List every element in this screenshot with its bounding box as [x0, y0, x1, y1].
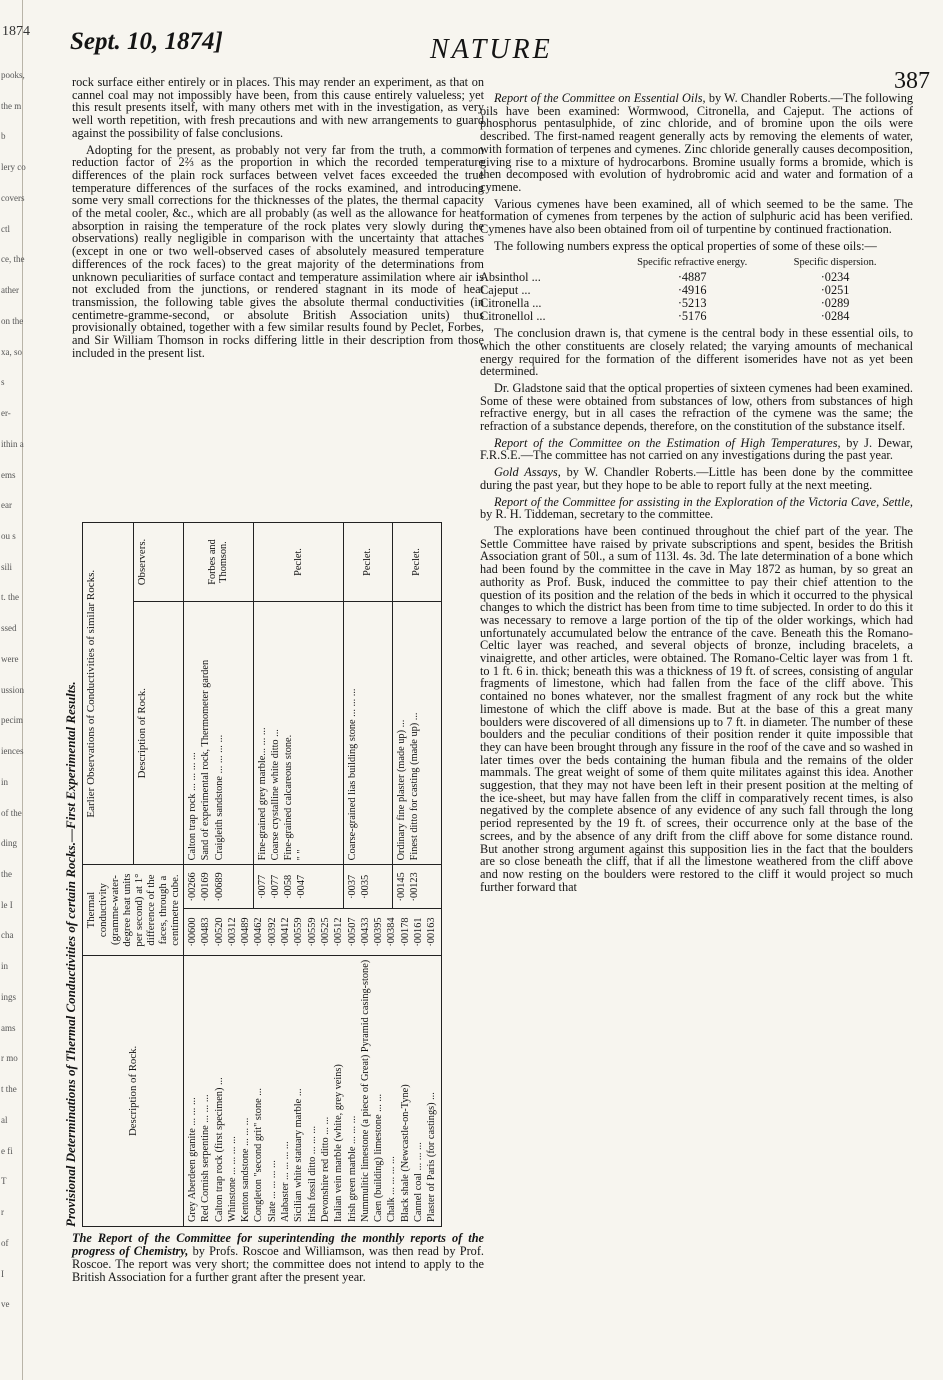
rock-conductivity-table: [82, 522, 442, 1227]
rock-conductivity-table-container: [60, 522, 474, 1227]
oil-name: Cajeput ...: [480, 283, 531, 298]
gutter-fragment: lery co: [1, 162, 26, 173]
rock-name: Sicilian white statuary marble ...: [293, 1088, 305, 1222]
paragraph: The following numbers express the optical properties of some of these oils:—: [494, 238, 877, 253]
gutter-fragment: covers: [1, 192, 25, 203]
optical-row: [480, 310, 913, 323]
dispersion: ·0289: [820, 296, 850, 311]
rock-name: Calton trap rock (first specimen) ...: [213, 1077, 225, 1222]
earlier-description-cell: [184, 602, 254, 865]
earlier-value: ·00689: [213, 872, 225, 902]
gutter-fragment: pecim: [1, 715, 23, 726]
rock-name: Irish green marble ... ... ...: [346, 1115, 358, 1222]
earlier-description: " ": [296, 849, 308, 861]
essential-oils-text: by W. Chandler Roberts.—The following oils have been examined: Wormwood, Citronella, and Cajeput. The actions of phosphorus pentasulphide, of zinc chloride, and of bromine upon the oils were described. The first-named reagent generally acts by removing the elements of water, with formation of terpenes and cymenes. Zinc chloride generally causes decomposition, giving rise to a mixture of hydrocarbons. Bromine usually forms a bromide, which is then decomposed with evolution of hydrobromic acid and water and formation of a cymene.: [480, 91, 913, 194]
gutter-fragment: ithin a: [1, 438, 24, 449]
earlier-value: ·00145: [395, 872, 407, 902]
paragraph: Various cymenes have been examined, all of which seemed to be the same. The formation of cymenes from terpenes by the action of sulphuric acid has been verified. Cymenes have also been obtained from oil of turpentine by continued fractionation.: [480, 196, 913, 237]
earlier-values-cell: [392, 865, 441, 909]
gutter-fragment: ve: [1, 1299, 10, 1310]
high-temperatures-title: Report of the Committee on the Estimation of High Temperatures,: [494, 435, 841, 450]
gutter-fragment: ear: [1, 500, 12, 511]
dispersion: ·0234: [820, 270, 850, 285]
victoria-cave-title: Report of the Committee for assisting in the Exploration of the Victoria Cave, Settle,: [494, 494, 913, 509]
paragraph: Adopting for the present, as probably not very far from the truth, a common reduction factor of 2⅔ as the proportion in which the recorded temperature differences of the plain rock surfaces between velvet faces exceeded the true temperature differences of the surfaces of the rocks examined, and introducing some very small corrections for the thicknesses of the plates, the thermal capacity of the metal cooler, &c., which are all probably (as well as the allowance for heat-absorption in raising the temperature of the rock plates very slowly during the observations) really negligible in comparison with the uncertainty that attaches (except in one or two well-observed cases of absolutely measured temperature differences of the rock faces) to the great majority of the determinations from unknown peculiarities of surface contact and temperature assimilation where air is not excluded from the junctions, or rendered stagnant in its mode of heat transmission, the following table gives the absolute thermal conductivities (in centimetre-gramme-second, or absolute British Association units) thus provisionally obtained, together with a few similar results found by Peclet, Forbes, and Sir William Thomson in rocks differing little in their description from those included in the present list.: [72, 142, 484, 360]
earlier-values-cell: [343, 865, 392, 909]
earlier-description: Ordinary fine plaster (made up) ...: [395, 719, 407, 861]
header-earlier-description: Description of Rock.: [133, 602, 184, 865]
gutter-fragment: the: [1, 869, 12, 880]
conductivity-value: ·00161: [413, 917, 425, 947]
gutter-fragment: ou s: [1, 530, 16, 541]
dispersion: ·0284: [820, 309, 850, 324]
oil-name: Citronellol ...: [480, 309, 546, 324]
conductivity-value: ·00525: [319, 917, 331, 947]
essential-oils-title: Report of the Committee on Essential Oils,: [494, 91, 706, 105]
right-column: [480, 92, 913, 897]
gutter-fragment: in: [1, 776, 9, 787]
earlier-description: Coarse crystalline white ditto ...: [269, 729, 281, 861]
gutter-fragment: on the: [1, 315, 24, 326]
rock-names-cell: [184, 955, 442, 1226]
gold-assays-text: by W. Chandler Roberts.—Little has been done by the committee during the past year, but they hope to be able to report fully at the next meeting.: [480, 465, 913, 492]
rock-name: Devonshire red ditto ... ...: [319, 1116, 331, 1222]
header-observers: Observers.: [133, 523, 184, 602]
gutter-fragment: of: [1, 1237, 9, 1248]
oil-name: Absinthol ...: [480, 270, 541, 285]
conductivity-value: ·00462: [253, 917, 265, 947]
earlier-description-cell: [253, 602, 343, 865]
earlier-description-cell: [343, 602, 392, 865]
victoria-cave-text: by R. H. Tiddeman, secretary to the committee.: [480, 507, 714, 522]
conductivity-value: ·00600: [187, 917, 198, 947]
earlier-values-cell: [184, 865, 254, 909]
earlier-description: Finest ditto for casting (made up) ...: [408, 712, 420, 861]
gutter-fragment: the m: [1, 100, 22, 111]
gutter-fragment: ams: [1, 1022, 16, 1033]
gutter-fragment: of the: [1, 807, 22, 818]
gutter-fragment: ather: [1, 285, 19, 296]
conductivity-value: ·00507: [346, 917, 358, 947]
gutter-fragment: T: [1, 1176, 7, 1187]
earlier-value: ·00266: [187, 872, 198, 902]
earlier-value: ·0058: [283, 874, 295, 899]
conductivity-value: ·00433: [359, 917, 371, 947]
left-column: [72, 76, 484, 363]
gold-assays-title: Gold Assays,: [494, 465, 561, 480]
observer-cell: Forbes and Thomson.: [184, 523, 254, 602]
conductivity-value: ·00520: [213, 917, 225, 947]
conductivity-value: ·00178: [399, 917, 411, 947]
conductivity-value: ·00412: [280, 917, 292, 947]
gutter-fragment: pooks,: [1, 70, 25, 80]
conductivity-value: ·00392: [266, 917, 278, 947]
conductivity-value: ·00489: [240, 917, 252, 947]
gutter-year-mark: 1874: [2, 24, 30, 39]
gutter-fragment: cha: [1, 930, 14, 941]
observer-cell: Peclet.: [343, 523, 392, 602]
gutter-fragment: ssed: [1, 623, 17, 634]
gutter-fragment: r: [1, 1207, 4, 1218]
oil-name: Citronella ...: [480, 296, 542, 311]
refractive-energy: ·5213: [677, 296, 707, 311]
journal-title: NATURE: [430, 34, 553, 65]
page-gutter: [0, 0, 30, 1380]
paragraph: The explorations have been continued throughout the chief part of the year. The Settle Committee have raised by private subscriptions and spent, besides the British Association grant of 50l., a sum of 113l. 4s. 3d. The late determination of a bone which had been found by the committee in the cave in May 1872 as human, by so great an authority as Prof. Busk, induced the committee to pay their chief attention to the question of its position and the relation of the beds in which it occurred to the physical changes to which the district has been from time to time subjected. In order to do this it was necessary to remove a large portion of the tip of the older workings, which had unfortunately accumulated below the entrance of the cave. Beneath this the Romano-Celtic layer was reached, and several objects of bronze, including bracelets, a vinaigrette, and other articles, were obtained. The Romano-Celtic layer was from 1 ft. to 1 ft. 6 in. thick; beneath this was a thickness of 19 ft. of screes, consisting of angular fragments of limestone, which had fallen from the face of the cliff above. This contained no bones whatever, nor the smallest fragment of any rock but the white limestone of which the cliff above is made. But at the base of this a great many boulders were discovered of all dimensions up to 7 ft. in diameter. The number of these boulders and the peculiar conditions of their position render it quite impossible that they can have been brought through any fissure in the roof of the cave and so washed in later times over the beds containing the human fibula and the remains of the older mammals. The great weight of some of them quite militates against this idea. Another suggestion, that they may not have been left in their present position at the melting of the ice-sheet, but may have fallen from the cliff in comparatively recent times, is also negatived by the complete absence of any evidence of any such fall through the long period represented by the 19 ft. of screes, their occurrence only at the base of the screes, and by the absence of any drift from the cliff above for some distance round. But another strong argument against this supposition lies in the fact that the boulders are so close beneath the cliff, that if all the limestone weathered from the cliff above and now resting on the boulders were restored to the cliff it would project so much further forward that: [480, 523, 913, 894]
refractive-energy: ·4916: [677, 283, 707, 298]
gutter-fragment: le I: [1, 899, 13, 910]
earlier-values-cell: [253, 865, 343, 909]
table-caption: Provisional Determinations of Thermal Conductivities of certain Rocks.—First Experimental Results.: [63, 681, 78, 1227]
gutter-fragment: were: [1, 653, 19, 664]
observer-cell: Peclet.: [392, 523, 441, 602]
chemistry-report-paragraph: [72, 1232, 484, 1284]
gutter-fragment: t. the: [1, 592, 19, 603]
conductivity-value: ·00384: [386, 917, 398, 947]
gutter-fragment: e fi: [1, 1145, 13, 1156]
gutter-fragment: ems: [1, 469, 16, 480]
gutter-fragment: ce, the: [1, 254, 25, 265]
earlier-value: ·0077: [256, 874, 268, 899]
conductivity-value: ·00559: [306, 917, 318, 947]
rock-name: Slate ... ... ... ...: [266, 1160, 278, 1222]
high-temperatures-text: by J. Dewar, F.R.S.E.—The committee has not carried on any investigations during the past year.: [480, 435, 913, 463]
earlier-value: ·00123: [408, 872, 420, 902]
header-dispersion: Specific dispersion.: [793, 257, 877, 269]
rock-name: Nummulitic limestone (a piece of Great) Pyramid casing-stone): [359, 959, 371, 1222]
rotated-table: [60, 522, 474, 1227]
rock-name: Plaster of Paris (for castings) ...: [426, 1092, 438, 1222]
rock-name: Grey Aberdeen granite ... ... ...: [187, 1097, 198, 1222]
gutter-fragment: er-: [1, 408, 11, 419]
rock-name: Chalk ... ... ... ...: [386, 1156, 398, 1222]
earlier-value: ·00169: [200, 872, 212, 902]
paragraph: rock surface either entirely or in places. This may render an experiment, as that on cannel coal may not impossibly have been, from this cause entirely valueless; yet this result presents itself, with many others met with in the investigation, as very well worth repetition, with fresh precautions and with new arrangements to guard against the possibility of false conclusions.: [72, 75, 484, 140]
conductivity-value: ·00559: [293, 917, 305, 947]
header-conductivity: Thermal conductivity (gramme-water-degree heat units per second) at 1° difference of the faces, through a centimetre cube.: [83, 865, 184, 955]
earlier-description: Calton trap rock ... ... ... ...: [187, 752, 198, 861]
rock-name: Black shale (Newcastle-on-Tyne): [399, 1084, 411, 1222]
gutter-fragment: s: [1, 377, 5, 388]
earlier-description: Sand of experimental rock, Thermometer garden: [200, 659, 212, 861]
conductivity-value: ·00395: [373, 917, 385, 947]
gutter-fragment: ussion: [1, 684, 25, 695]
gutter-fragment: ding: [1, 838, 18, 849]
page-header: [70, 26, 930, 94]
earlier-description: Craigleith sandstone ... ... ... ...: [213, 734, 225, 861]
gutter-fragment: ings: [1, 991, 17, 1002]
refractive-energy: ·5176: [677, 309, 707, 324]
page-number: 387: [894, 68, 930, 94]
rock-values-cell: [184, 909, 442, 955]
gutter-fragment: sili: [1, 561, 13, 572]
gutter-fragment: xa, so: [1, 346, 22, 357]
gutter-fragment: al: [1, 1114, 8, 1125]
conductivity-value: ·00483: [200, 917, 212, 947]
conductivity-value: ·00512: [333, 917, 345, 947]
rock-name: Congleton "second grit" stone ...: [253, 1088, 265, 1222]
rock-name: Red Cornish serpentine ... ... ...: [200, 1094, 212, 1222]
gutter-fragment: ctl: [1, 223, 10, 234]
conductivity-value: ·00312: [226, 917, 238, 947]
gutter-fragment: b: [1, 131, 6, 142]
earlier-description-cell: [392, 602, 441, 865]
rock-name: Whinstone ... ... ... ...: [226, 1136, 238, 1222]
refractive-energy: ·4887: [677, 270, 707, 285]
gutter-fragment: r mo: [1, 1053, 18, 1064]
earlier-value: ·0077: [269, 874, 281, 899]
conductivity-value: ·00163: [426, 917, 438, 947]
rock-name: Caen (building) limestone ... ...: [373, 1093, 385, 1222]
earlier-value: ·0037: [346, 874, 358, 899]
earlier-value: ·0047: [296, 874, 308, 899]
gutter-fragment: iences: [1, 746, 24, 757]
gutter-fragment: I: [1, 1268, 4, 1279]
rock-name: Irish fossil ditto ... ... ...: [306, 1125, 318, 1222]
gutter-fragment: in: [1, 961, 9, 972]
rock-name: Cannel coal ... ... ...: [413, 1142, 425, 1222]
chemistry-report-text: by Profs. Roscoe and Williamson, was then read by Prof. Roscoe. The report was very short; the committee does not intend to apply to the British Association for a further grant after the present year.: [72, 1244, 484, 1284]
issue-date: Sept. 10, 1874]: [70, 28, 223, 55]
header-description: Description of Rock.: [83, 955, 184, 1226]
earlier-description: Coarse-grained lias building stone ... ... ...: [346, 688, 358, 861]
dispersion: ·0251: [820, 283, 850, 298]
observer-cell: Peclet.: [253, 523, 343, 602]
header-earlier-observations: Earlier Observations of Conductivities of similar Rocks.: [83, 523, 134, 865]
gutter-fragment: t the: [1, 1084, 17, 1095]
optical-rows: [480, 271, 913, 323]
rock-name: Alabaster ... ... ... ...: [280, 1141, 292, 1222]
paragraph: The conclusion drawn is, that cymene is the central body in these essential oils, to which the other constituents are closely related; the varying amounts of mechanical energy required for the formation of the different isomerides have not as yet been determined.: [480, 326, 913, 379]
earlier-value: ·0035: [360, 874, 371, 899]
optical-properties-table: [480, 256, 913, 323]
header-refractive-energy: Specific refractive energy.: [637, 257, 748, 269]
chemistry-report-title: The Report of the Committee for superintending the monthly reports of the progress of Chemistry,: [72, 1231, 484, 1258]
paragraph: Dr. Gladstone said that the optical properties of sixteen cymenes had been examined. Some of these were obtained from substances of low, others from substances of high refractive energy, but in all cases the refraction of the cymene was the same; the refraction of a substance depends, therefore, on the constitution of the substance itself.: [480, 380, 913, 434]
rock-name: Italian vein marble (white, grey veins): [333, 1064, 345, 1222]
rock-name: Kenton sandstone ... ... ...: [240, 1117, 252, 1222]
earlier-description: Fine-grained grey marble... ... ...: [256, 727, 268, 861]
earlier-description: Fine-grained calcareous stone.: [283, 734, 295, 861]
